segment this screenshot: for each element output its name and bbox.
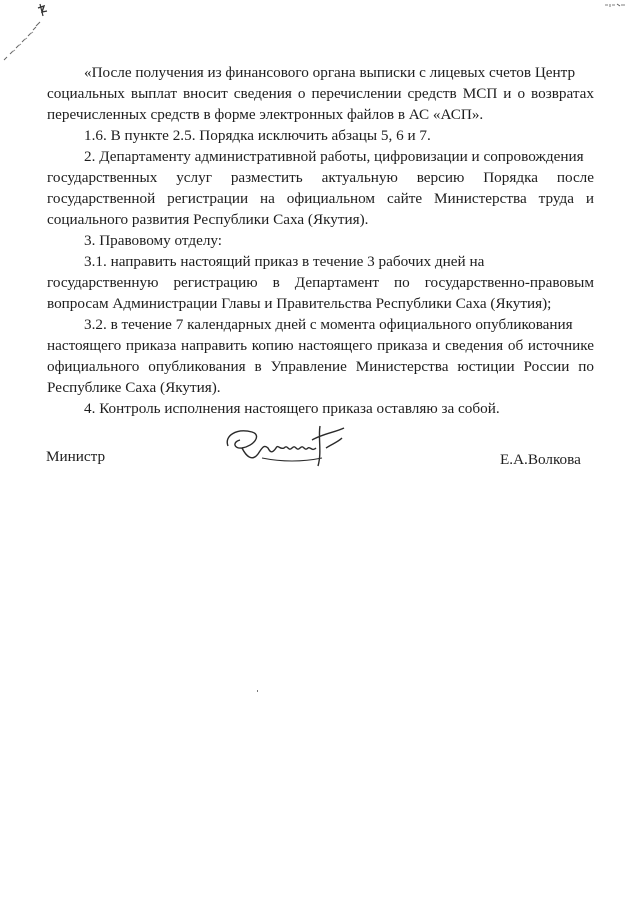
item-2-line-3: государственной регистрации на официальном сайте Министерства труда и	[47, 190, 594, 207]
item-3-2-line-3: официального опубликования в Управление Министерства юстиции России по	[47, 358, 594, 375]
intro-line-3: перечисленных средств в форме электронных файлов в АС «АСП».	[47, 106, 484, 123]
item-3-2-line-2: настоящего приказа направить копию настоящего приказа и сведения об источнике	[47, 337, 594, 354]
item-3-2-line-1: 3.2. в течение 7 календарных дней с момента официального опубликования	[84, 316, 573, 333]
intro-line-2: социальных выплат вносит сведения о перечислении средств МСП и о возвратах	[47, 85, 594, 102]
scan-speck	[257, 690, 258, 692]
item-2-line-2: государственных услуг разместить актуальную версию Порядка после	[47, 169, 594, 186]
handwritten-signature	[222, 418, 352, 474]
page-number-mark	[604, 2, 626, 8]
item-3: 3. Правовому отделу:	[84, 232, 223, 249]
signatory-position: Министр	[46, 448, 106, 465]
item-3-1-line-2: государственную регистрацию в Департамент по государственно-правовым	[47, 274, 594, 291]
item-2-line-4: социального развития Республики Саха (Якутия).	[47, 211, 369, 228]
signatory-name: Е.А.Волкова	[500, 451, 581, 468]
item-4: 4. Контроль исполнения настоящего приказа оставляю за собой.	[84, 400, 500, 417]
item-3-1-line-3: вопросам Администрации Главы и Правительства Республики Саха (Якутия);	[47, 295, 552, 312]
scan-artifact-marks	[0, 0, 60, 72]
item-3-1-line-1: 3.1. направить настоящий приказ в течение 3 рабочих дней на	[84, 253, 485, 270]
item-2-line-1: 2. Департаменту административной работы, цифровизации и сопровождения	[84, 148, 584, 165]
item-3-2-line-4: Республике Саха (Якутия).	[47, 379, 221, 396]
item-1-6: 1.6. В пункте 2.5. Порядка исключить абзацы 5, 6 и 7.	[84, 127, 431, 144]
intro-line-1: «После получения из финансового органа выписки с лицевых счетов Центр	[84, 64, 576, 81]
